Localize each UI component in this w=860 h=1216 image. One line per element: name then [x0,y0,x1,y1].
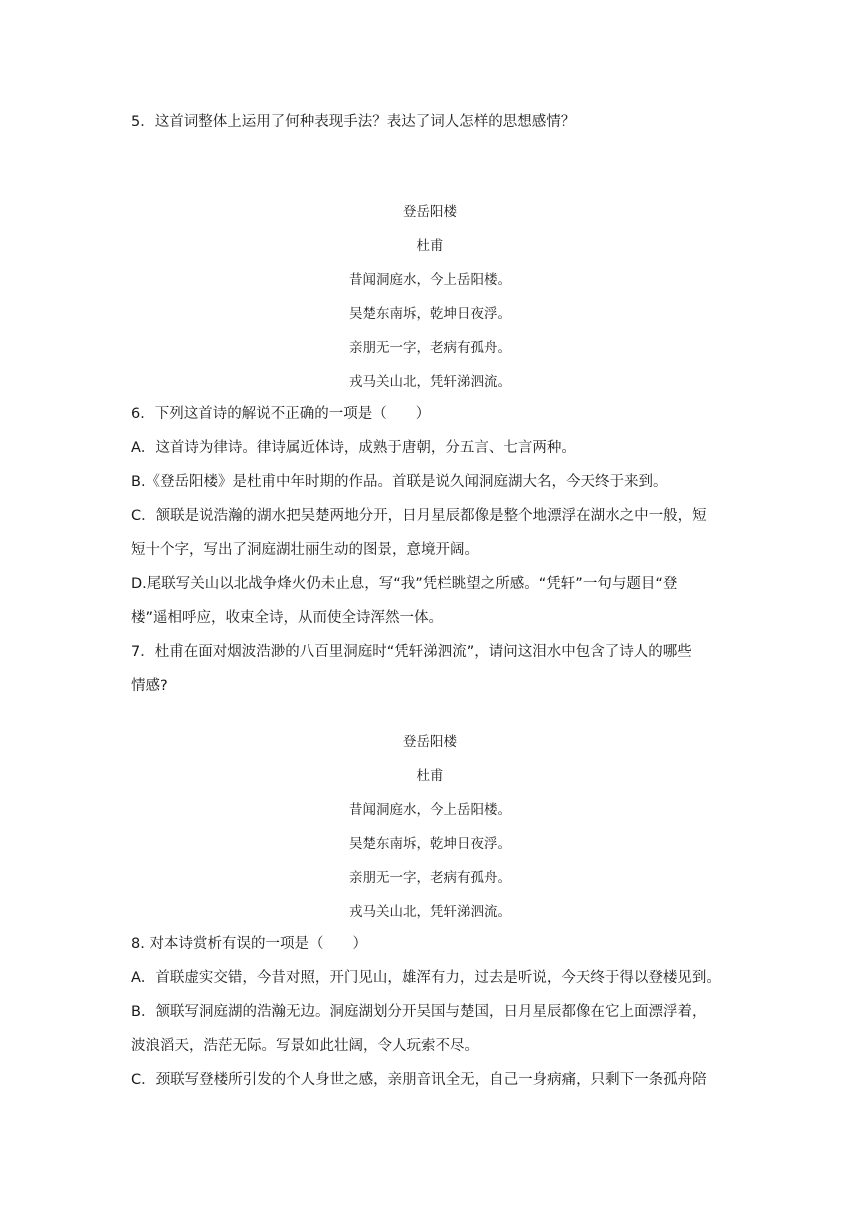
poem-line: 吴楚东南坼，乾坤日夜浮。 [349,836,511,852]
poem-author: 杜甫 [416,768,444,784]
poem-line: 亲朋无一字，老病有孤舟。 [349,340,511,356]
poem-line: 戎马关山北，凭轩涕泗流。 [349,904,511,920]
poem-line: 昔闻洞庭水，今上岳阳楼。 [349,802,511,818]
question-6-option-d-cont: 楼”遥相呼应，收束全诗，从而使全诗浑然一体。 [131,610,444,626]
poem-author: 杜甫 [416,238,444,254]
poem-line: 吴楚东南坼，乾坤日夜浮。 [349,306,511,322]
question-8-option-b: B．颔联写洞庭湖的浩瀚无边。洞庭湖划分开吴国与楚国，日月星辰都像在它上面漂浮着， [131,1004,707,1020]
question-6-option-b: B.《登岳阳楼》是杜甫中年时期的作品。首联是说久闻洞庭湖大名，今天终于来到。 [131,474,668,490]
question-6-option-a: A．这首诗为律诗。律诗属近体诗，成熟于唐朝，分五言、七言两种。 [131,440,576,456]
poem-title: 登岳阳楼 [403,204,457,220]
poem-line: 戎马关山北，凭轩涕泗流。 [349,374,511,390]
question-8-stem: 8. 对本诗赏析有误的一项是（ ） [131,936,367,952]
question-8-option-b-cont: 波浪滔天，浩茫无际。写景如此壮阔，令人玩索不尽。 [131,1038,479,1054]
question-6-option-d: D.尾联写关山以北战争烽火仍未止息，写“我”凭栏眺望之所感。“凭轩”一句与题目“登 [131,576,678,592]
question-6-option-c-cont: 短十个字，写出了洞庭湖壮丽生动的图景，意境开阔。 [131,542,479,558]
question-7: 7．杜甫在面对烟波浩渺的八百里洞庭时“凭轩涕泗流”，请问这泪水中包含了诗人的哪些 [131,644,692,660]
question-8-option-a: A．首联虚实交错，今昔对照，开门见山，雄浑有力，过去是听说，今天终于得以登楼见到。 [131,970,721,986]
question-6-option-c: C．颔联是说浩瀚的湖水把吴楚两地分开，日月星辰都像是整个地漂浮在湖水之中一般，短 [131,508,707,524]
question-5: 5．这首词整体上运用了何种表现手法？表达了词人怎样的思想感情？ [131,114,576,130]
poem-line: 亲朋无一字，老病有孤舟。 [349,870,511,886]
question-7-cont: 情感? [131,678,168,694]
question-6-stem: 6．下列这首诗的解说不正确的一项是（ ） [131,406,431,422]
poem-line: 昔闻洞庭水，今上岳阳楼。 [349,272,511,288]
poem-title: 登岳阳楼 [403,734,457,750]
question-8-option-c: C．颈联写登楼所引发的个人身世之感，亲朋音讯全无，自己一身病痛，只剩下一条孤舟陪 [131,1072,707,1088]
